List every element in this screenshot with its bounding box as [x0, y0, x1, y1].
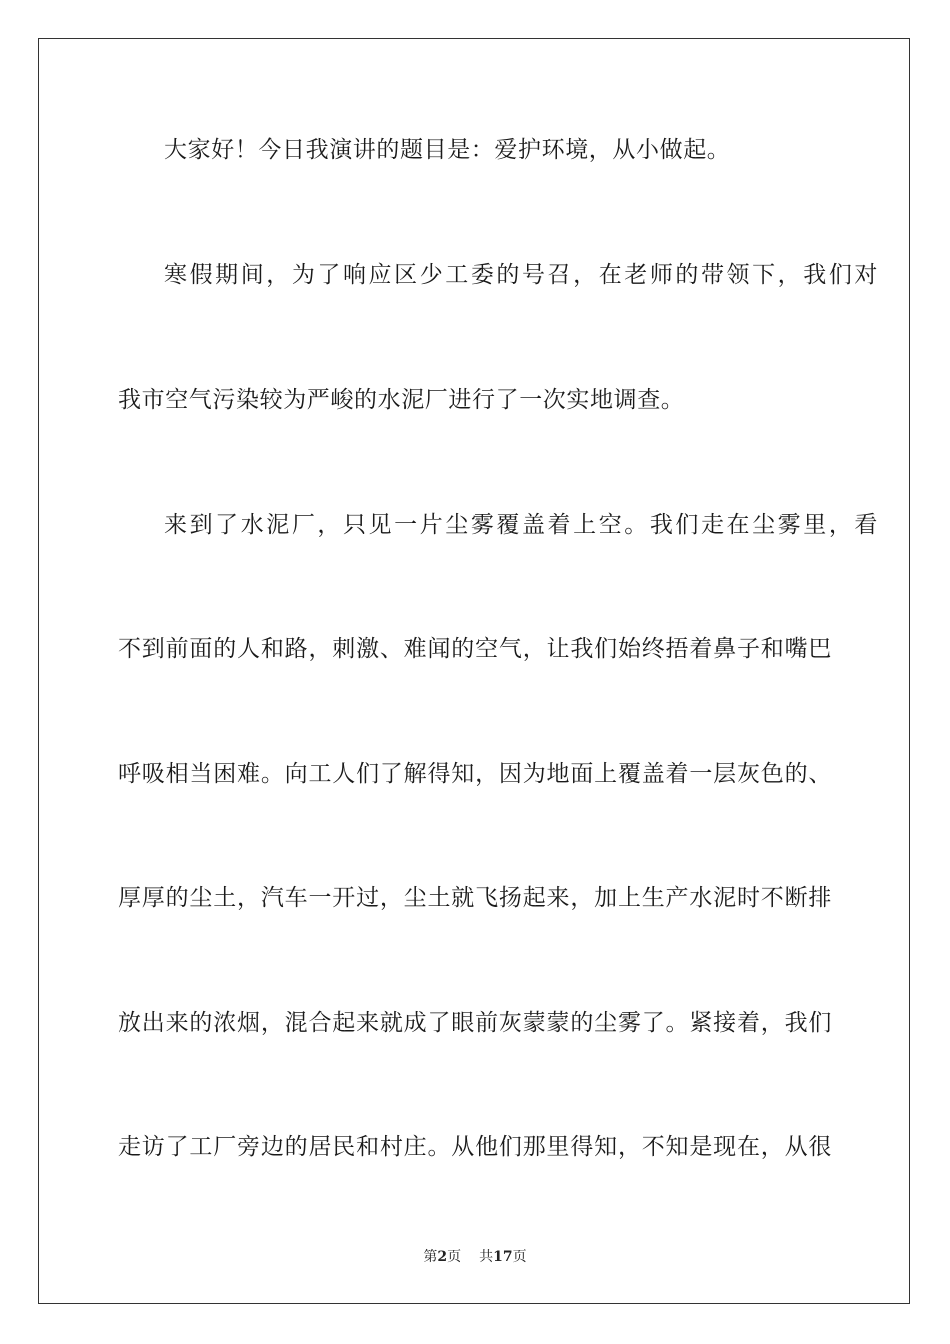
total-pages: 17: [493, 1249, 513, 1265]
page-number: 2: [437, 1249, 448, 1265]
paragraph-line: 呼吸相当困难。向工人们了解得知，因为地面上覆盖着一层灰色的、: [118, 761, 832, 787]
paragraph-line: 放出来的浓烟，混合起来就成了眼前灰蒙蒙的尘雾了。紧接着，我们: [118, 1010, 832, 1036]
total-suffix: 页: [512, 1249, 527, 1265]
page-suffix: 页: [447, 1249, 462, 1265]
paragraph-line: 我市空气污染较为严峻的水泥厂进行了一次实地调查。: [118, 387, 685, 413]
page-prefix: 第: [423, 1249, 438, 1265]
paragraph-line: 寒假期间，为了响应区少工委的号召，在老师的带领下，我们对: [164, 262, 878, 288]
paragraph-line: 来到了水泥厂，只见一片尘雾覆盖着上空。我们走在尘雾里，看: [164, 512, 878, 538]
paragraph-line: 走访了工厂旁边的居民和村庄。从他们那里得知，不知是现在，从很: [118, 1134, 832, 1160]
total-prefix: 共: [479, 1249, 494, 1265]
paragraph-line: 大家好！今日我演讲的题目是：爱护环境，从小做起。: [164, 137, 731, 163]
page-border: [38, 38, 910, 1304]
paragraph-line: 厚厚的尘土，汽车一开过，尘土就飞扬起来，加上生产水泥时不断排: [118, 885, 832, 911]
page-footer: [0, 1248, 950, 1266]
paragraph-line: 不到前面的人和路，刺激、难闻的空气，让我们始终捂着鼻子和嘴巴: [118, 636, 832, 662]
